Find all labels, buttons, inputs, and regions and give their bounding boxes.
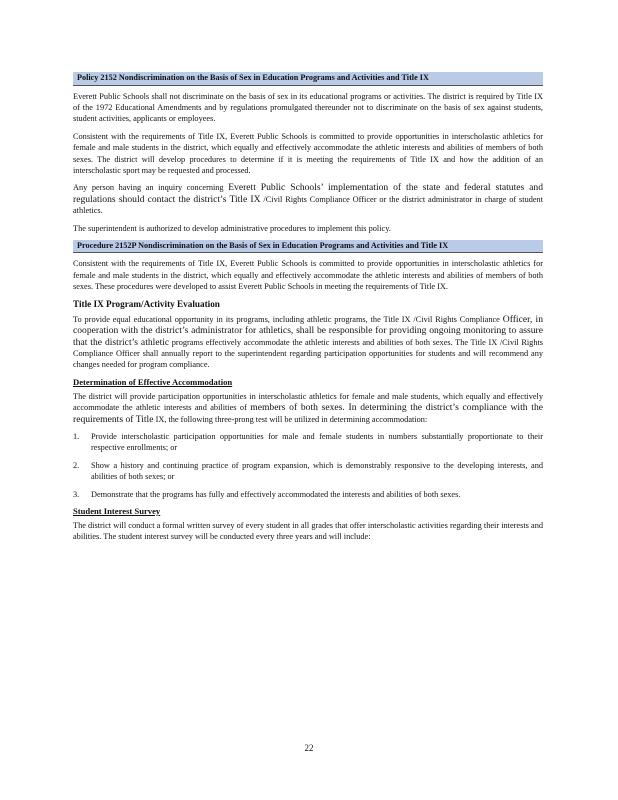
policy-paragraph-2: Consistent with the requirements of Title IX, Everett Public Schools is committed to provide opportunities in interscholastic athletics for female and male students in the district, which equally and effectively accommodate the athletic interests and abilities of members of both sexes. The district will develop procedures to determine if it is meeting the requirements of Title IX and how the addition of an interscholastic sport may be requested and processed. <box>73 131 543 175</box>
determination-heading: Determination of Effective Accommodation <box>73 376 233 387</box>
policy-paragraph-3 <box>73 182 543 216</box>
policy-paragraph-3-part-b: Everett Public Schools’ implementation of the state and federal statutes and regulations should contact the district’s Title IX <box>73 182 543 205</box>
policy-paragraph-3-part-a: Any person having an inquiry concerning <box>73 183 224 193</box>
evaluation-paragraph-part-c: programs effectively accommodate the athletic interests and abilities of both sexes. The Title IX /Civil Rights Compliance Officer shall annually report to the superintendent regarding participation opportunities for students and will recommend any changes needed for program compliance. <box>73 337 543 370</box>
procedure-paragraph-1: Consistent with the requirements of Title IX, Everett Public Schools is committed to provide opportunities in interscholastic athletics for female and male students in the district, which equally and effectively accommodate the athletic interests and abilities of members of both sexes. These procedures were developed to assist Everett Public Schools in meeting the requirements of Title IX. <box>73 259 543 292</box>
list-item <box>73 489 543 500</box>
list-item-text: Show a history and continuing practice of program expansion, which is demonstrably responsive to the developing interests, and abilities of both sexes; or <box>91 460 543 482</box>
evaluation-paragraph <box>73 314 543 371</box>
determination-paragraph-part-b: members of both sexes. In determining the district’s compliance with the requirements of Title <box>73 402 543 425</box>
evaluation-paragraph-part-a: To provide equal educational opportunity in its programs, including athletic programs, the Title IX /Civil Rights Compliance <box>73 314 500 324</box>
list-item-text: Demonstrate that the programs has fully and effectively accommodated the interests and abilities of both sexes. <box>91 489 461 499</box>
page-number: 22 <box>304 743 314 753</box>
survey-paragraph: The district will conduct a formal written survey of every student in all grades that offer interscholastic activities regarding their interests and abilities. The student interest survey will be conducted every three years and will include: <box>73 520 543 542</box>
list-item-number: 3. <box>73 489 80 499</box>
list-item <box>73 431 543 454</box>
determination-paragraph-part-c: IX, the following three-prong test will be utilized in determining accommodation: <box>155 414 428 424</box>
evaluation-paragraph-part-b: Officer, in cooperation with the district’s administrator for athletics, shall be responsible for providing ongoing monitoring to assure that the district’s athletic <box>73 313 543 348</box>
survey-heading: Student Interest Survey <box>73 505 161 516</box>
list-item-number: 2. <box>73 460 80 470</box>
procedure-header: Procedure 2152P Nondiscrimination on the Basis of Sex in Education Programs and Activities and Title IX <box>73 240 543 254</box>
list-item-text: Provide interscholastic participation opportunities for male and female students in numbers substantially proportionate to their respective enrollments; or <box>91 431 543 453</box>
policy-paragraph-4: The superintendent is authorized to develop administrative procedures to implement this policy. <box>73 223 391 233</box>
document-page <box>73 72 543 549</box>
list-item <box>73 460 543 483</box>
determination-paragraph <box>73 391 543 425</box>
policy-paragraph-3-part-c: /Civil Rights Compliance Officer or the district administrator in charge of student athletics. <box>73 194 544 216</box>
policy-paragraph-1: Everett Public Schools shall not discriminate on the basis of sex in its educational programs or activities. The district is required by Title IX of the 1972 Educational Amendments and by regulations promulgated thereunder not to discriminate on the basis of sex against students, student activities, applicants or employees. <box>73 91 543 124</box>
list-item-number: 1. <box>73 431 80 441</box>
policy-header: Policy 2152 Nondiscrimination on the Basis of Sex in Education Programs and Activities and Title IX <box>73 72 543 86</box>
evaluation-heading: Title IX Program/Activity Evaluation <box>73 298 220 309</box>
determination-paragraph-part-a: The district will provide participation opportunities in interscholastic athletics for female and male students, which equally and effectively accommodate the athletic interests and abilities of <box>73 391 543 413</box>
